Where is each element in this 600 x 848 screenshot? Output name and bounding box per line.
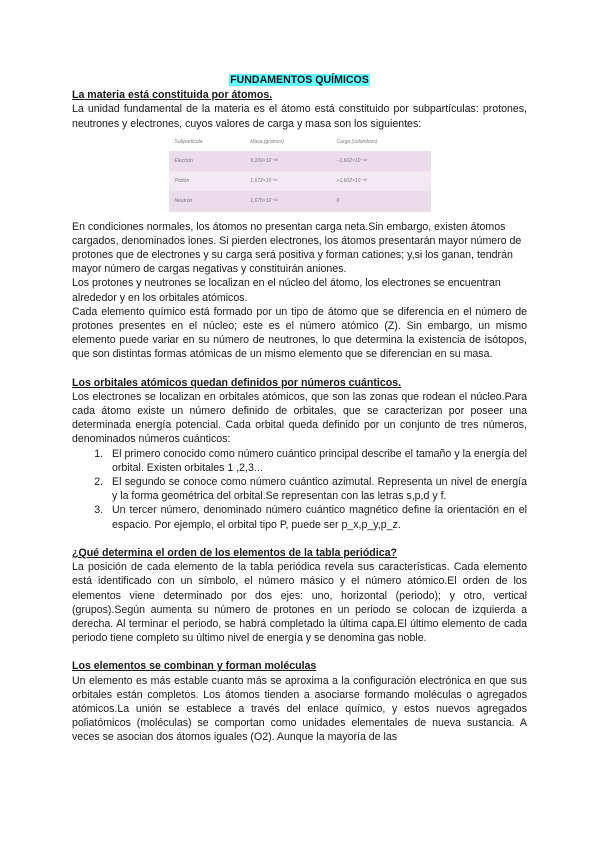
spacer	[72, 645, 527, 659]
paragraph-isotopos: Cada elemento químico está formado por un tipo de átomo que se diferencia en el número de protones presentes en el núcleo; este es el número atómico (Z). Sin embargo, un mismo elemento puede variar en su número de neutrones, lo que determina la existencia de isótopos, que son distintas formas atómicas de un mismo elemento que se diferencian en su masa.	[72, 305, 527, 361]
table-row	[169, 171, 431, 191]
table-cell: Electrón	[169, 151, 245, 171]
section-heading-tabla: ¿Qué determina el orden de los elementos de la tabla periódica?	[72, 546, 397, 559]
document-content	[72, 73, 527, 745]
table-header-cell: Carga (culombios)	[331, 133, 431, 151]
paragraph-intro: La unidad fundamental de la materia es el átomo está constituido por subpartículas: protones, neutrones y electrones, cuyos valores de carga y masa son los siguientes:	[72, 103, 527, 130]
table-row	[169, 151, 431, 171]
table-cell: Neutrón	[169, 191, 245, 211]
paragraph-orbitales: Los electrones se localizan en orbitales atómicos, que son las zonas que rodean el núcleo.Para cada átomo existe un número definido de orbitales, que se caracterizan por poseer una determinada energía potencial. Cada orbital queda definido por un conjunto de tres números, denominados números cuánticos:	[72, 390, 527, 446]
table-cell: 0	[331, 191, 431, 211]
section-heading-moleculas: Los elementos se combinan y forman moléculas	[72, 660, 317, 673]
table-row	[169, 191, 431, 211]
table-cell: 1,672×10⁻²⁴	[244, 171, 330, 191]
section-heading-materia: La materia está constituida por átomos.	[72, 89, 273, 102]
list-item: 2. El segundo se conoce como número cuántico azimutal. Representa un nivel de energía y la forma geométrica del orbital.Se representan con las letras s,p,d y f.	[106, 475, 527, 503]
spacer	[72, 532, 527, 546]
table-cell: Protón	[169, 171, 245, 191]
table-header-row	[169, 133, 431, 151]
paragraph-nucleo: Los protones y neutrones se localizan en el núcleo del átomo, los electrones se encuentran alrededor y en los orbitales atómicos.	[72, 277, 501, 304]
list-item: 1. El primero conocido como número cuántico principal describe el tamaño y la energía del orbital. Existen orbitales 1 ,2,3...	[106, 447, 527, 475]
paragraph-tabla: La posición de cada elemento de la tabla periódica revela sus características. Cada elemento está identificado con un símbolo, el número másico y el número atómico.El orden de los elementos viene determinado por dos ejes: uno, horizontal (periodo); y otro, vertical (grupos).Según aumenta su número de protones en un periodo se colocan de izquierda a derecha. Al terminar el periodo, se habrá completado la última capa.El último elemento de cada periodo tiene completo su último nivel de energía y se denomina gas noble.	[72, 561, 527, 645]
paragraph-iones: En condiciones normales, los átomos no presentan carga neta.Sin embargo, existen átomos cargados, denominados iones. Si pierden electrones, los átomos presentarán mayor número de protones que de electrones y su carga será positiva y forman cationes; y,si los ganan, tendrán mayor número de cargas negativas y constituirán aniones.	[72, 220, 522, 276]
table-cell: 1,675×10⁻²⁴	[244, 191, 330, 211]
paragraph-moleculas: Un elemento es más estable cuanto más se aproxima a la configuración electrónica en que sus orbitales están completos. Los átomos tienden a asociarse formando moléculas o agregados atómicos.La unión se establece a través del enlace químico, y estos nuevos agregados poliatómicos (moléculas) se comportan como unidades elementales de nueva sustancia. A veces se asocian dos átomos iguales (O2). Aunque la mayoría de las	[72, 674, 527, 744]
document-title: FUNDAMENTOS QUÍMICOS	[230, 74, 369, 86]
quantum-numbers-list	[72, 447, 527, 532]
section-heading-orbitales: Los orbitales atómicos quedan definidos por números cuánticos.	[72, 376, 402, 389]
title-container	[72, 73, 527, 87]
list-item: 3. Un tercer número, denominado número cuántico magnético define la orientación en el espacio. Por ejemplo, el orbital tipo P, puede ser p_x,p_y,p_z.	[106, 503, 527, 531]
table-cell: 9,109×10⁻²⁸	[244, 151, 330, 171]
table-cell: +1,602×10⁻¹⁹	[331, 171, 431, 191]
table-cell: −1,602×10⁻¹⁹	[331, 151, 431, 171]
subparticle-table	[169, 133, 431, 212]
table-header-cell: Subpartícula	[169, 133, 245, 151]
spacer	[72, 362, 527, 376]
table-header-cell: Masa (gramos)	[244, 133, 330, 151]
